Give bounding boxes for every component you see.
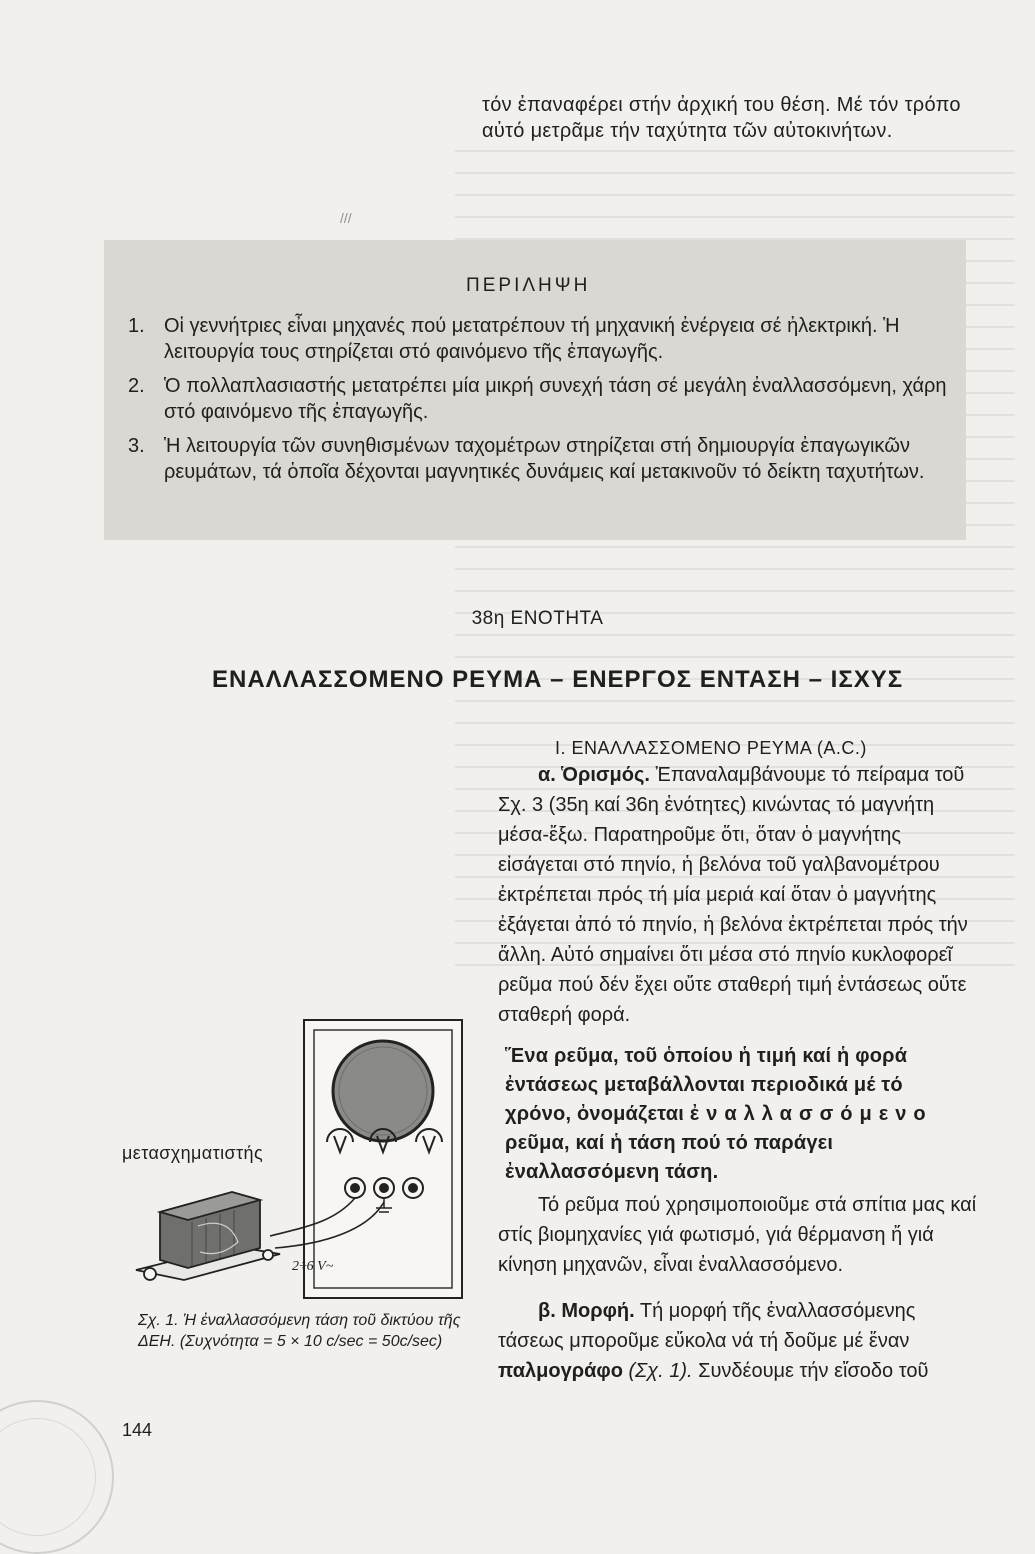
definition-statement bbox=[505, 1042, 973, 1187]
oscilloscope-screen bbox=[333, 1041, 433, 1141]
form-text-start: Τή μορφή τῆς ἐναλλασσόμενης τάσεως μποροῦμε εὔκολα νά τή δοῦμε μέ ἕναν bbox=[498, 1300, 916, 1352]
usage-text: Τό ρεῦμα πού χρησιμοποιοῦμε στά σπίτια μας καί στίς βιομηχανίες γιά φωτισμό, γιά θέρμανση ἤ γιά κίνηση μηχανῶν, εἶναι ἐναλλασσόμενο. bbox=[498, 1194, 977, 1276]
usage-paragraph bbox=[498, 1190, 984, 1280]
summary-list bbox=[128, 313, 958, 493]
summary-item bbox=[128, 433, 958, 485]
statement-end: ρεῦμα, καί ἡ τάση πού τό παράγει ἐναλλασσόμενη τάση. bbox=[505, 1132, 834, 1183]
transformer-drawing bbox=[136, 1192, 280, 1280]
input-terminals bbox=[345, 1178, 423, 1198]
summary-item-text: Οἱ γεννήτριες εἶναι μηχανές πού μετατρέπουν τή μηχανική ἐνέργεια σέ ἠλεκτρική. Ἡ λειτουργία τους στηρίζεται στό φαινόμενο τῆς ἐπαγωγῆς. bbox=[164, 315, 900, 363]
voltage-label: 2÷6 V~ bbox=[292, 1259, 334, 1274]
continued-paragraph: τόν ἐπαναφέρει στήν ἀρχική του θέση. Μέ τόν τρόπο αὐτό μετρᾶμε τήν ταχύτητα τῶν αὐτοκινήτων. bbox=[482, 94, 961, 142]
form-reference: (Σχ. 1). bbox=[628, 1360, 693, 1382]
summary-item-number: 1. bbox=[128, 315, 145, 337]
form-label: β. Μορφή. bbox=[538, 1300, 635, 1322]
summary-title: ΠΕΡΙΛΗΨΗ bbox=[466, 275, 591, 296]
definition-paragraph bbox=[498, 760, 984, 1030]
form-text-end: Συνδέουμε τήν εἴσοδο τοῦ bbox=[698, 1360, 929, 1382]
summary-item-number: 3. bbox=[128, 435, 145, 457]
unit-title: ΕΝΑΛΛΑΣΣΟΜΕΝΟ ΡΕΥΜΑ – ΕΝΕΡΓΟΣ ΕΝΤΑΣΗ – ΙΣΧΥΣ bbox=[212, 666, 904, 693]
summary-item-text: Ἡ λειτουργία τῶν συνηθισμένων ταχομέτρων στηρίζεται στή δημιουργία ἐπαγωγικῶν ρευμάτων, τά ὁποῖα δέχονται μαγνητικές δυνάμεις καί μετακινοῦν τό δείκτη ταχυτήτων. bbox=[164, 435, 925, 483]
statement-start: Ἕνα ρεῦμα, τοῦ ὁποίου ἡ τιμή καί ἡ φορά ἐντάσεως μεταβάλλονται περιοδικά μέ τό χρόνο, ὀνομάζεται bbox=[505, 1045, 908, 1125]
summary-item bbox=[128, 313, 958, 365]
library-stamp bbox=[0, 1400, 114, 1554]
transformer-label: μετασχηματιστής bbox=[122, 1143, 264, 1163]
form-paragraph bbox=[498, 1296, 984, 1386]
pencil-mark: /// bbox=[340, 210, 352, 226]
form-term: παλμογράφο bbox=[498, 1360, 623, 1382]
unit-label: 38η ΕΝΟΤΗΤΑ bbox=[471, 608, 604, 629]
summary-item-number: 2. bbox=[128, 375, 145, 397]
summary-item-text: Ὁ πολλαπλασιαστής μετατρέπει μία μικρή συνεχή τάση σέ μεγάλη ἐναλλασσόμενη, χάρη στό φαινόμενο τῆς ἐπαγωγῆς. bbox=[164, 375, 947, 423]
figure-caption: Σχ. 1. Ἡ ἐναλλασσόμενη τάση τοῦ δικτύου τῆς ΔΕΗ. (Συχνότητα = 5 × 10 c/sec = 50c/sec) bbox=[138, 1312, 461, 1350]
definition-text: Ἐπαναλαμβάνουμε τό πείραμα τοῦ Σχ. 3 (35η καί 36η ἑνότητες) κινώντας τό μαγνήτη μέσα-ἔξω. Παρατηροῦμε ὅτι, ὅταν ὁ μαγνήτης εἰσάγεται στό πηνίο, ἡ βελόνα τοῦ γαλβανομέτρου ἐκτρέπεται πρός τή μία μεριά καί ὅταν ὁ μαγνήτης ἐξάγεται ἀπό τό πηνίο, ἡ βελόνα ἐκτρέπεται πρός τήν ἄλλη. Αὐτό σημαίνει ὅτι μέσα στό πηνίο κυκλοφορεῖ ρεῦμα πού δέν ἔχει οὔτε σταθερή τιμή ἐντάσεως οὔτε σταθερή φορά. bbox=[498, 764, 968, 1026]
section-heading: Ι. ΕΝΑΛΛΑΣΣΟΜΕΝΟ ΡΕΥΜΑ (A.C.) bbox=[555, 738, 867, 758]
summary-item bbox=[128, 373, 958, 425]
statement-term: ἐναλλασσόμενο bbox=[689, 1103, 933, 1125]
definition-label: α. Ὁρισμός. bbox=[538, 764, 650, 786]
page-number: 144 bbox=[122, 1420, 153, 1440]
